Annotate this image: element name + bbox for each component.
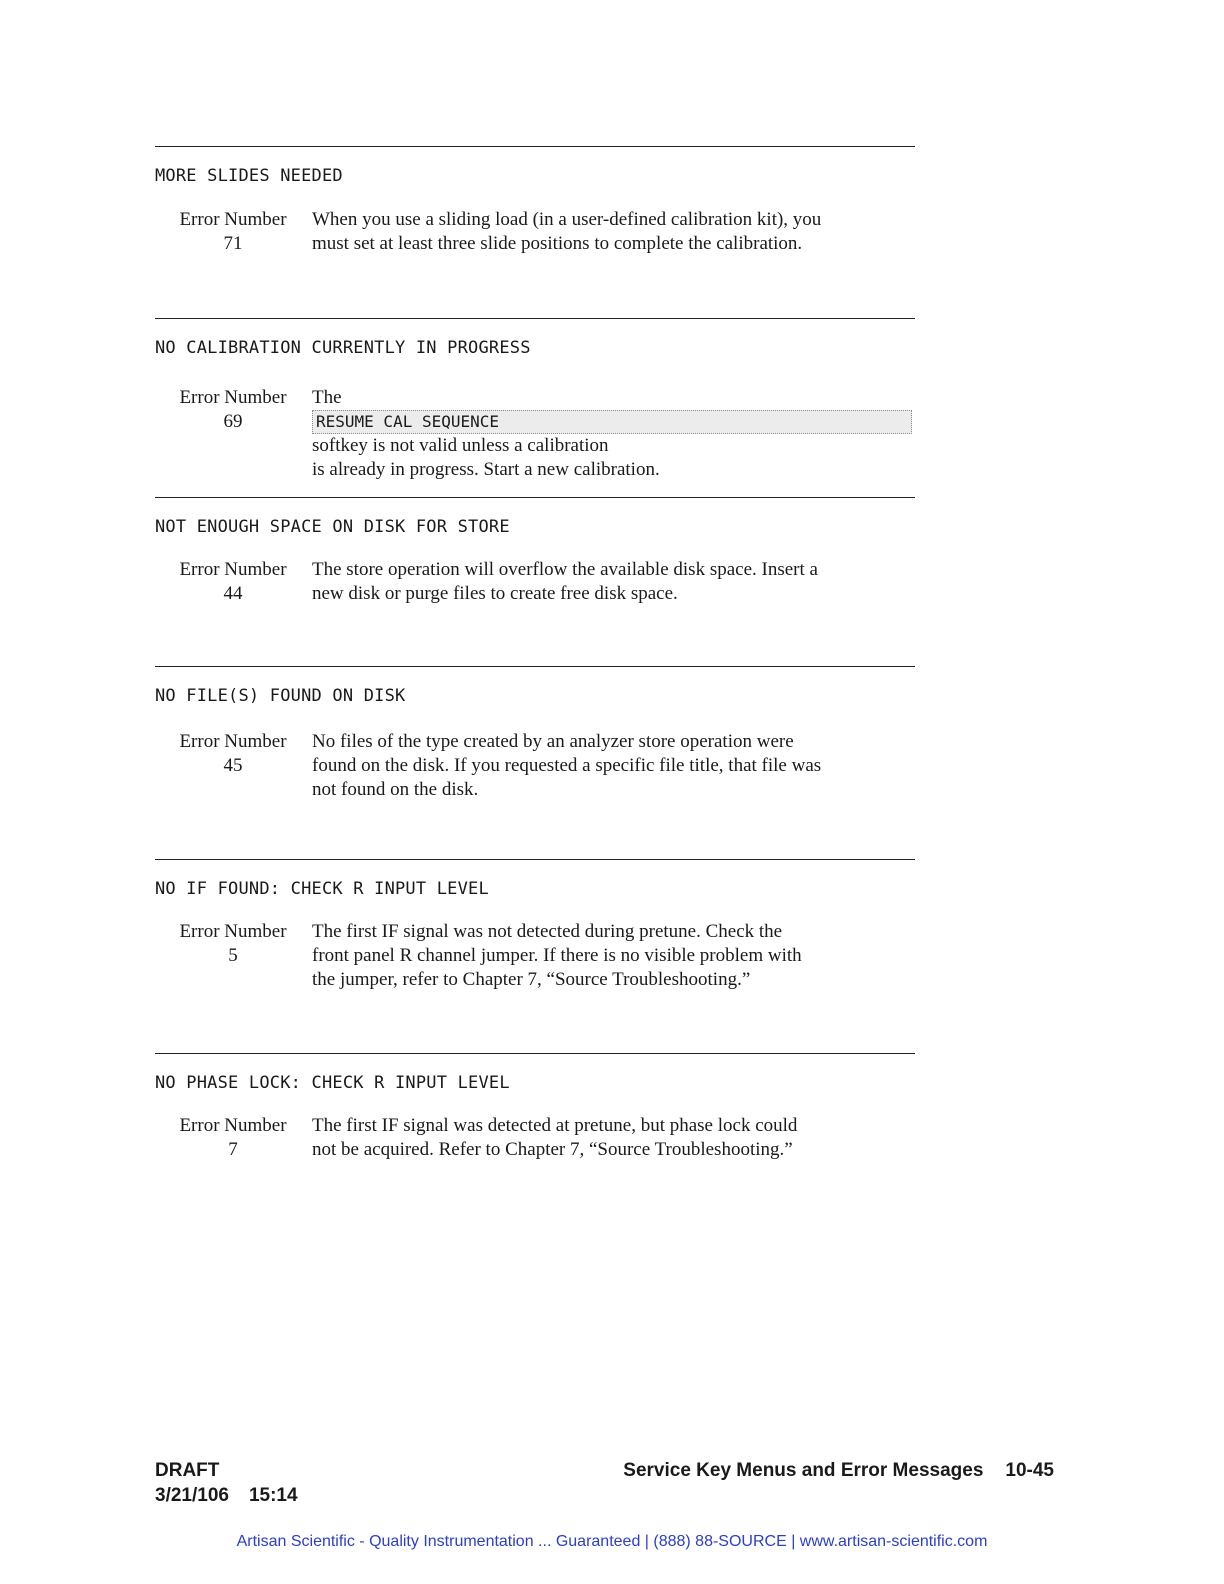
draft-date: 3/21/106 [155,1485,229,1506]
footer-draft-info [155,1458,298,1508]
error-number-value: 7 [228,1139,238,1160]
error-description [312,386,912,482]
description-line: No files of the type created by an analyzer store operation were [312,731,794,752]
error-number-column [167,920,299,968]
error-number-column [167,208,299,256]
description-line: The store operation will overflow the available disk space. Insert a [312,559,818,580]
error-heading: NO FILE(S) FOUND ON DISK [155,686,406,706]
description-line: must set at least three slide positions to complete the calibration. [312,233,803,254]
error-heading: NO PHASE LOCK: CHECK R INPUT LEVEL [155,1073,510,1093]
error-description [312,558,912,606]
page-number: 10-45 [1005,1460,1054,1481]
error-number-column [167,730,299,778]
error-number-value: 69 [223,411,243,432]
footer-section-info [623,1458,1054,1483]
draft-timestamp [155,1483,298,1508]
description-line: is already in progress. Start a new calibration. [312,459,660,480]
error-number-label: Error Number [179,559,287,580]
error-number-label: Error Number [179,921,287,942]
description-text: The [312,387,342,408]
error-number-column [167,386,299,434]
error-number-value: 71 [223,233,243,254]
section-title: Service Key Menus and Error Messages [623,1460,984,1481]
description-line [312,386,912,458]
description-line: The first IF signal was detected at pretune, but phase lock could [312,1115,798,1136]
error-number-label: Error Number [179,209,287,230]
error-number-label: Error Number [179,387,287,408]
section-divider [155,497,915,498]
description-line: found on the disk. If you requested a specific file title, that file was [312,755,822,776]
error-number-label: Error Number [179,1115,287,1136]
error-number-label: Error Number [179,731,287,752]
description-line: front panel R channel jumper. If there is no visible problem with [312,945,802,966]
error-number-value: 44 [223,583,243,604]
description-line: not found on the disk. [312,779,479,800]
section-divider [155,146,915,147]
error-number-value: 45 [223,755,243,776]
draft-label: DRAFT [155,1460,220,1481]
error-description [312,730,912,802]
vendor-banner [0,1533,1224,1551]
description-line: the jumper, refer to Chapter 7, “Source Troubleshooting.” [312,969,751,990]
error-heading: NO CALIBRATION CURRENTLY IN PROGRESS [155,338,531,358]
section-divider [155,318,915,319]
section-divider [155,666,915,667]
error-description [312,920,912,992]
error-description [312,1114,912,1162]
description-line: not be acquired. Refer to Chapter 7, “Source Troubleshooting.” [312,1139,793,1160]
vendor-banner-text: Artisan Scientific - Quality Instrumentation ... Guaranteed | (888) 88-SOURCE | www.artisan-scientific.com [236,1533,988,1550]
section-divider [155,1053,915,1054]
error-heading: NO IF FOUND: CHECK R INPUT LEVEL [155,879,489,899]
error-heading: NOT ENOUGH SPACE ON DISK FOR STORE [155,517,510,537]
description-text: softkey is not valid unless a calibration [312,435,609,456]
error-number-column [167,558,299,606]
description-line: When you use a sliding load (in a user-defined calibration kit), you [312,209,822,230]
error-number-value: 5 [228,945,238,966]
error-number-column [167,1114,299,1162]
description-line: The first IF signal was not detected during pretune. Check the [312,921,783,942]
description-line: new disk or purge files to create free disk space. [312,583,678,604]
section-divider [155,859,915,860]
draft-time: 15:14 [248,1485,298,1506]
resume-cal-sequence-softkey: RESUME CAL SEQUENCE [312,410,912,434]
error-heading: MORE SLIDES NEEDED [155,166,343,186]
error-description [312,208,912,256]
